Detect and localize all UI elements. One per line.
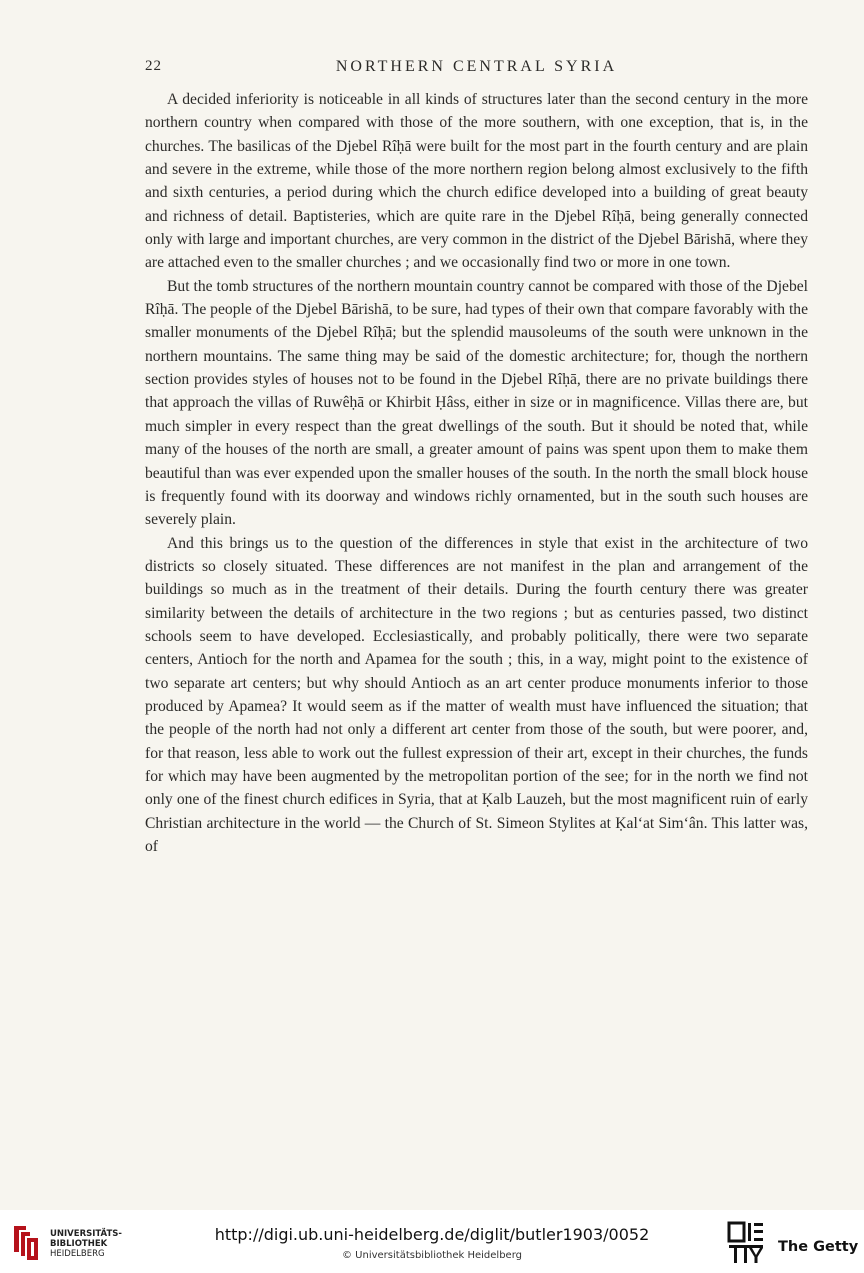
library-name-line2: BIBLIOTHEK: [50, 1239, 108, 1249]
page-number: 22: [145, 58, 162, 74]
library-name-line1: UNIVERSITÄTS-: [50, 1229, 122, 1239]
library-name-line3: HEIDELBERG: [50, 1249, 105, 1259]
getty-logo[interactable]: [726, 1220, 859, 1270]
digitization-footer: [0, 1210, 864, 1273]
heidelberg-library-icon: [10, 1222, 42, 1264]
paragraph-1: A decided inferiority is noticeable in all kinds of structures later than the second century in the more northern country when compared with those of the more southern, with one exception, that is, in the churches. The basilicas of the Djebel Rîḥā were built for the most part in the fourth century and are plain and severe in the extreme, while those of the more northern region belong almost exclusively to the fifth and sixth centuries, a period during which the church edifice developed into a building of great beauty and richness of detail. Baptisteries, which are quite rare in the Djebel Rîḥā, being generally connected only with large and important churches, are very common in the district of the Djebel Bārishā, where they are attached even to the smaller churches ; and we occasionally find two or more in one town.: [145, 91, 808, 272]
running-head: [145, 58, 808, 80]
permalink-url[interactable]: http://digi.ub.uni-heidelberg.de/diglit/butler1903/0052: [214, 1225, 650, 1244]
copyright-notice: © Universitätsbibliothek Heidelberg: [341, 1250, 522, 1261]
running-title: NORTHERN CENTRAL SYRIA: [335, 58, 618, 75]
library-name: [50, 1229, 122, 1259]
getty-icon: [726, 1220, 766, 1266]
paragraph-2: But the tomb structures of the northern mountain country cannot be compared with those of the Djebel Rîḥā. The people of the Djebel Bārishā, to be sure, had types of their own that compare favorably with the smaller monuments of the Djebel Rîḥā; but the splendid mausoleums of the south were unknown in the northern mountains. The same thing may be said of the domestic architecture; for, though the northern section provides styles of houses not to be found in the Djebel Rîḥā, there are no private buildings there that approach the villas of Ruwêḥā or Khirbit Ḥâss, either in size or in magnificence. Villas there are, but much simpler in every respect than the great dwellings of the south. But it should be noted that, while many of the houses of the north are small, a greater amount of pains was spent upon them to make them beautiful than was ever expended upon the smaller houses of the south. In the north the small block house is frequently found with its doorway and windows richly ornamented, but in the south such houses are severely plain.: [145, 277, 808, 529]
body-text: [145, 88, 808, 858]
getty-label: The Getty: [778, 1239, 859, 1255]
heidelberg-library-logo[interactable]: [10, 1222, 160, 1266]
paragraph-3: And this brings us to the question of the differences in style that exist in the architecture of two districts so closely situated. These differences are not manifest in the plan and arrangement of the buildings so much as in the treatment of their details. During the fourth century there was greater similarity between the details of architecture in the two regions ; but as centuries passed, two distinct schools seem to have developed. Ecclesiastically, and probably politically, there were two separate centers, Antioch for the north and Apamea for the south ; this, in a way, might point to the existence of two separate art centers; but why should Antioch as an art center produce monuments inferior to those produced by Apamea? It would seem as if the matter of wealth must have influenced the situation; that the people of the north had not only a different art center from those of the south, but were poorer, and, for that reason, less able to work out the fullest expression of their art, except in their churches, the funds for which may have been augmented by the metropolitan portion of the see; for in the north we find not only one of the finest church edifices in Syria, that at Ḳalb Lauzeh, but the most magnificent ruin of early Christian architecture in the world — the Church of St. Simeon Stylites at Ḳal‘at Sim‘ân. This latter was, of: [145, 534, 808, 855]
